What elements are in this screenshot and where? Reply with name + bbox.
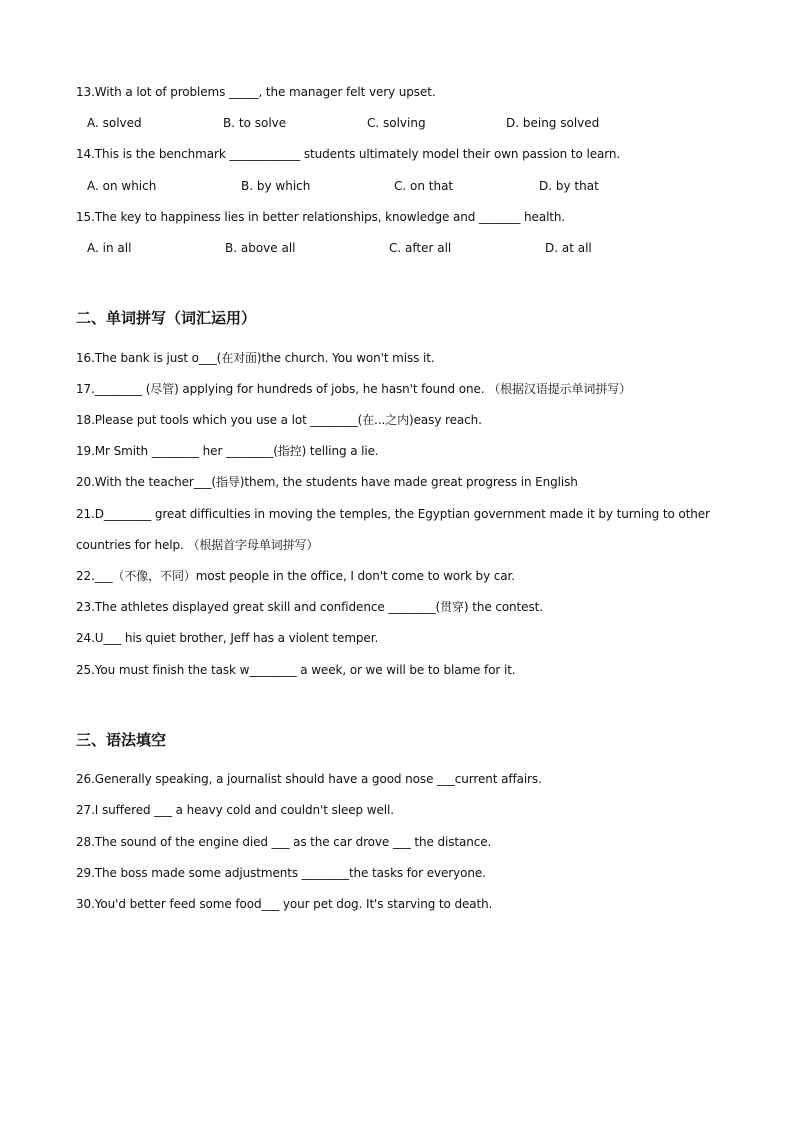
option-b: B. to solve: [223, 116, 287, 130]
question-23: 23.The athletes displayed great skill and confidence ________(贯穿) the contest.: [76, 600, 543, 614]
option-c: C. after all: [389, 241, 452, 255]
question-21: 21.D________ great difficulties in moving the temples, the Egyptian government made it by turning to other: [76, 507, 710, 521]
question-22: 22.___（不像，不同）most people in the office, I don't come to work by car.: [76, 569, 515, 583]
option-b: B. by which: [241, 179, 311, 193]
question-19: 19.Mr Smith ________ her ________(指控) telling a lie.: [76, 444, 379, 458]
question-29: 29.The boss made some adjustments ________the tasks for everyone.: [76, 866, 486, 880]
question-14-stem: 14.This is the benchmark ____________ students ultimately model their own passion to learn.: [76, 147, 621, 161]
question-24: 24.U___ his quiet brother, Jeff has a violent temper.: [76, 631, 379, 645]
question-30: 30.You'd better feed some food___ your pet dog. It's starving to death.: [76, 897, 493, 911]
option-b: B. above all: [225, 241, 296, 255]
question-27: 27.I suffered ___ a heavy cold and couldn't sleep well.: [76, 803, 394, 817]
option-a: A. solved: [87, 116, 142, 130]
option-a: A. on which: [87, 179, 157, 193]
question-15-options: [0, 240, 794, 256]
question-17: 17.________ (尽管) applying for hundreds of jobs, he hasn't found one. （根据汉语提示单词拼写）: [76, 382, 632, 396]
question-20: 20.With the teacher___(指导)them, the students have made great progress in English: [76, 475, 578, 489]
question-28: 28.The sound of the engine died ___ as the car drove ___ the distance.: [76, 835, 492, 849]
section-2-title: 二、单词拼写（词汇运用）: [76, 309, 257, 327]
question-13-options: [0, 115, 794, 131]
question-21-continued: countries for help. （根据首字母单词拼写）: [76, 538, 319, 552]
question-14-options: [0, 178, 794, 194]
question-18: 18.Please put tools which you use a lot ________(在...之内)easy reach.: [76, 413, 482, 427]
option-d: D. at all: [545, 241, 592, 255]
section-3-title: 三、语法填空: [76, 731, 167, 749]
question-25: 25.You must finish the task w________ a week, or we will be to blame for it.: [76, 663, 516, 677]
option-d: D. by that: [539, 179, 599, 193]
question-16: 16.The bank is just o___(在对面)the church. You won't miss it.: [76, 351, 435, 365]
option-c: C. solving: [367, 116, 426, 130]
question-15-stem: 15.The key to happiness lies in better relationships, knowledge and _______ health.: [76, 210, 566, 224]
option-a: A. in all: [87, 241, 132, 255]
option-c: C. on that: [394, 179, 454, 193]
option-d: D. being solved: [506, 116, 600, 130]
question-26: 26.Generally speaking, a journalist should have a good nose ___current affairs.: [76, 772, 542, 786]
question-13-stem: 13.With a lot of problems _____, the manager felt very upset.: [76, 85, 436, 99]
